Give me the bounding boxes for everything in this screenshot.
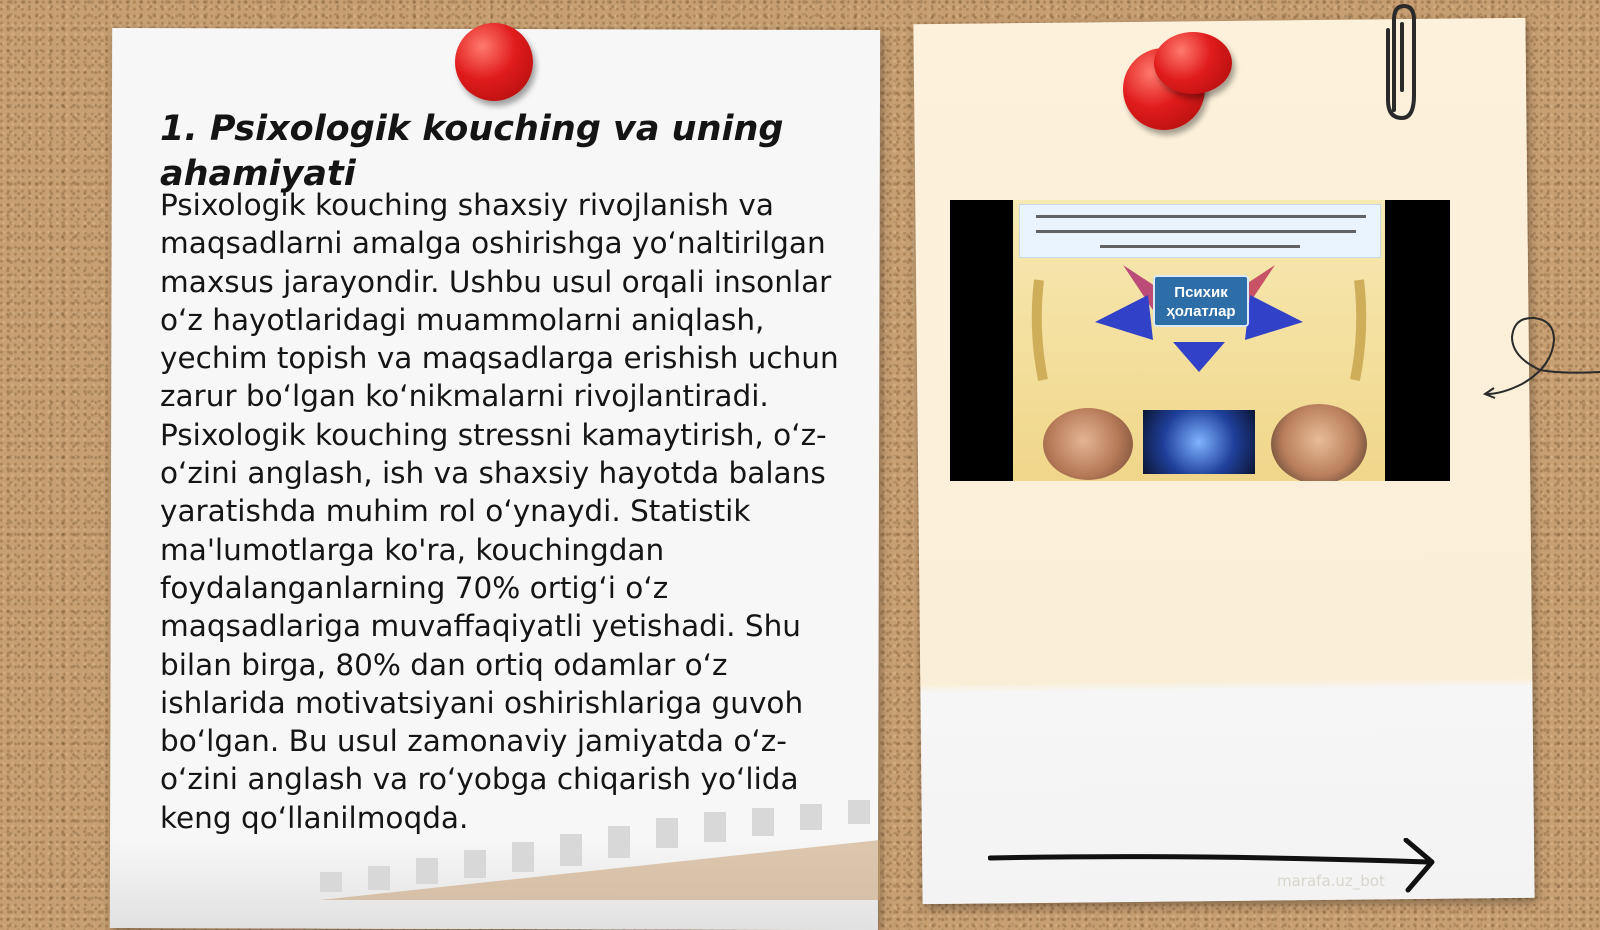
face-portrait-right xyxy=(1271,404,1367,481)
pushpin-icon xyxy=(455,23,533,101)
brain-illustration xyxy=(1143,410,1255,474)
pushpin-icon xyxy=(1154,32,1232,94)
doodle-loop-icon xyxy=(1482,312,1600,407)
infographic-center-label: Психик ҳолатлар xyxy=(1153,275,1249,327)
slide-title: 1. Psixologik kouching va uning ahamiyati xyxy=(160,109,784,194)
face-portrait-left xyxy=(1043,408,1133,480)
infographic-poster xyxy=(1013,200,1385,481)
slide-body-text: Psixologik kouching shaxsiy rivojlanish va maqsadlarni amalga oshirishga yo‘naltirilgan maxsus jarayondir. Ushbu usul orqali insonlar o‘z hayotlaridagi muammolarni aniqlash, yechim topish va maqsadlarga erishish uchun zarur bo‘lgan ko‘nikmalarni rivojlantiradi. Psixologik kouching stressni kamaytirish, o‘z-o‘zini anglash, ish va shaxsiy hayotda balans yaratishda muhim rol o‘ynaydi. Statistik ma'lumotlarga ko'ra, kouchingdan foydalanganlarning 70% ortig‘i o‘z maqsadlariga muvaffaqiyatli yetishadi. Shu bilan birga, 80% dan ortiq odamlar o‘z ishlarida motivatsiyani oshirishlariga guvoh bo‘lgan. Bu usul zamonaviy jamiyatda o‘z-o‘zini anglash va ro‘yobga chiqarish yo‘lida keng qo‘llanilmoqda. xyxy=(160,188,839,835)
infographic-caption-block xyxy=(1019,204,1381,258)
paperclip-icon xyxy=(1382,0,1420,125)
watermark-text: marafa.uz_bot xyxy=(1277,872,1385,890)
infographic-image xyxy=(950,200,1450,481)
